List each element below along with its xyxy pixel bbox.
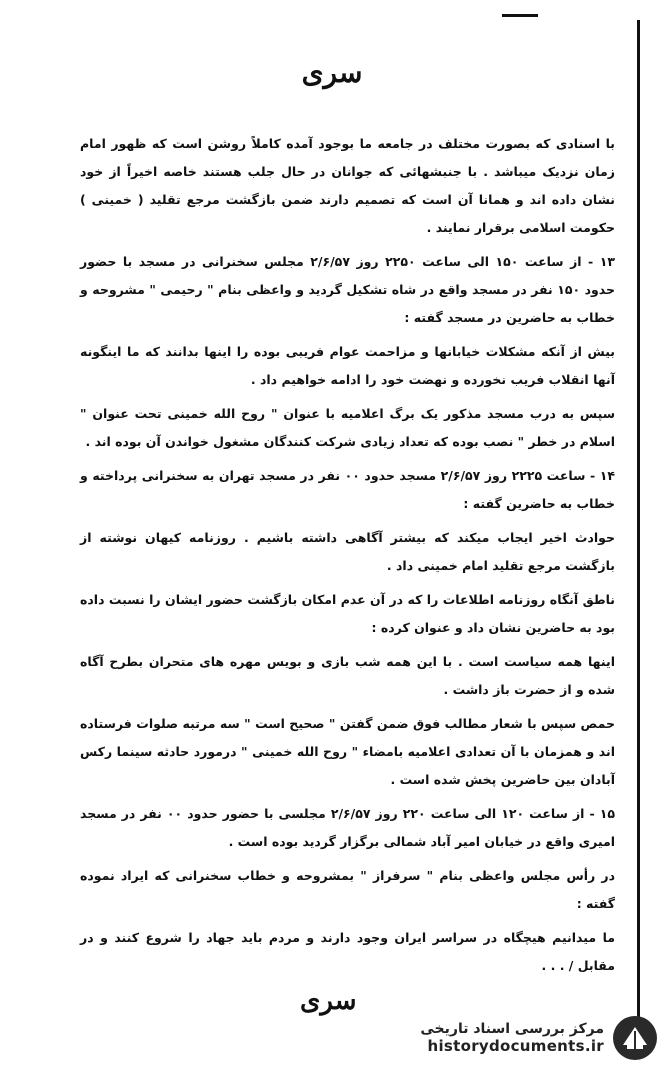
archive-watermark	[380, 1008, 660, 1068]
document-body	[80, 130, 615, 986]
paragraph-13-note: سپس به درب مسجد مذکور یک برگ اعلامیه با عنوان " روح الله خمینی تحت عنوان " اسلام در خطر " نصب بوده که تعداد زیادی شرکت کنندگان مشغول خواندن آن بوده اند .	[80, 406, 615, 449]
watermark-org-name: مرکز بررسی اسناد تاریخی	[420, 1021, 604, 1037]
watermark-text	[420, 1021, 604, 1055]
paragraph-intro: با اسنادی که بصورت مختلف در جامعه ما بوجود آمده کاملاً روشن است که ظهور امام زمان نزدیک میباشد . با جنبشهائی که جوانان در حال جلب هستند خاصه اخیراً از خود نشان داده اند و همانا آن است که تصمیم دارند ضمن بازگشت مرجع تقلید ( خمینی ) حکومت اسلامی برقرار نمایند .	[80, 136, 615, 235]
paragraph-14: ۱۴ - ساعت ۲۲۲۵ روز ۲/۶/۵۷ مسجد حدود ۰۰ نفر در مسجد تهران به سخنرانی پرداخته و خطاب به حاضرین گفته :	[80, 468, 615, 511]
paragraph-14-quote: حوادث اخیر ایجاب میکند که بیشتر آگاهی داشته باشیم . روزنامه کیهان نوشته از بازگشت مرجع تقلید امام خمینی داد .	[80, 530, 615, 573]
classification-title: سری	[301, 56, 363, 89]
paragraph-13: ۱۳ - از ساعت ۱۵۰ الی ساعت ۲۲۵۰ روز ۲/۶/۵۷ مجلس سخنرانی در مسجد با حضور حدود ۱۵۰ نفر در مسجد واقع در شاه تشکیل گردید و واعظی بنام " رحیمی " مشروحه و خطاب به حاضرین در مسجد گفته :	[80, 254, 615, 325]
archive-logo-icon	[610, 1013, 660, 1063]
paragraph-15-speaker: در رأس مجلس واعظی بنام " سرفراز " بمشروحه و خطاب سخنرانی که ایراد نموده گفته :	[80, 868, 615, 911]
footer-classification-mark: سری	[300, 986, 357, 1016]
paragraph-15-quote: ما میدانیم هیچگاه در سراسر ایران وجود دارند و مردم باید جهاد را شروع کنند و در مقابل / . . .	[80, 930, 615, 973]
paragraph-14-quote-2: اینها همه سیاست است . با این همه شب بازی و بویس مهره های متحران بطرح آگاه شده و از حضرت باز داشت .	[80, 654, 615, 697]
right-margin-rule	[637, 20, 640, 1040]
watermark-url: historydocuments.ir	[427, 1037, 604, 1055]
paragraph-15: ۱۵ - از ساعت ۱۲۰ الی ساعت ۲۲۰ روز ۲/۶/۵۷ مجلسی با حضور حدود ۰۰ نفر در مسجد امیری واقع در خیابان امیر آباد شمالی برگزار گردید بوده است .	[80, 806, 615, 849]
paragraph-14-note: ناطق آنگاه روزنامه اطلاعات را که در آن عدم امکان بازگشت حضور ایشان را نسبت داده بود به حاضرین نشان داد و عنوان کرده :	[80, 592, 615, 635]
top-rule	[502, 14, 538, 17]
paragraph-13-quote: بیش از آنکه مشکلات خیابانها و مزاحمت عوام فریبی بوده را اینها بدانند که ما اینگونه آنها انقلاب فریب نخورده و نهضت خود را ادامه خواهیم داد .	[80, 344, 615, 387]
paragraph-14-summary: حمص سپس با شعار مطالب فوق ضمن گفتن " صحیح است " سه مرتبه صلوات فرستاده اند و همزمان با آن تعدادی اعلامیه بامضاء " روح الله خمینی " درمورد حادثه سینما رکس آبادان بین حاضرین پخش شده است .	[80, 716, 615, 787]
